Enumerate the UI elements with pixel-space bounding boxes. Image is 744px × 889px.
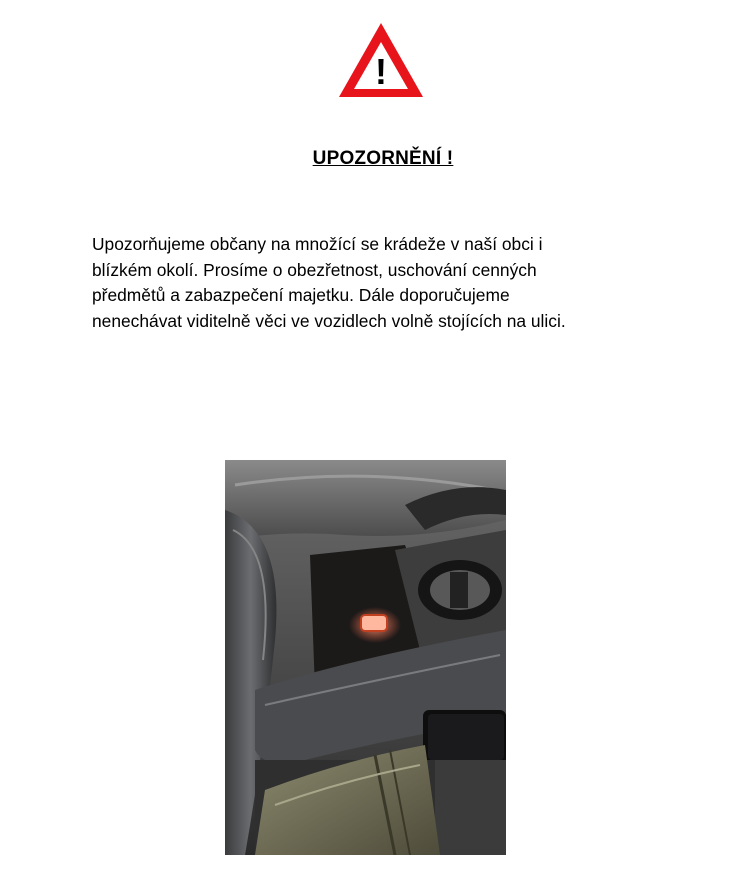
notice-line: Upozorňujeme občany na množící se krádeže v naší obci i — [92, 234, 543, 254]
notice-line: nenechávat viditelně věci ve vozidlech volně stojících na ulici. — [92, 310, 566, 331]
page-title: UPOZORNĚNÍ ! — [312, 148, 454, 169]
notice-line: předmětů a zabazpečení majetku. Dále doporučujeme — [92, 285, 510, 305]
car-interior-photo — [225, 460, 506, 855]
notice-body — [92, 232, 692, 334]
exclamation-glyph: ! — [375, 51, 387, 92]
notice-line: blízkém okolí. Prosíme o obezřetnost, uschování cenných — [92, 259, 537, 280]
warning-triangle-icon — [336, 20, 426, 100]
